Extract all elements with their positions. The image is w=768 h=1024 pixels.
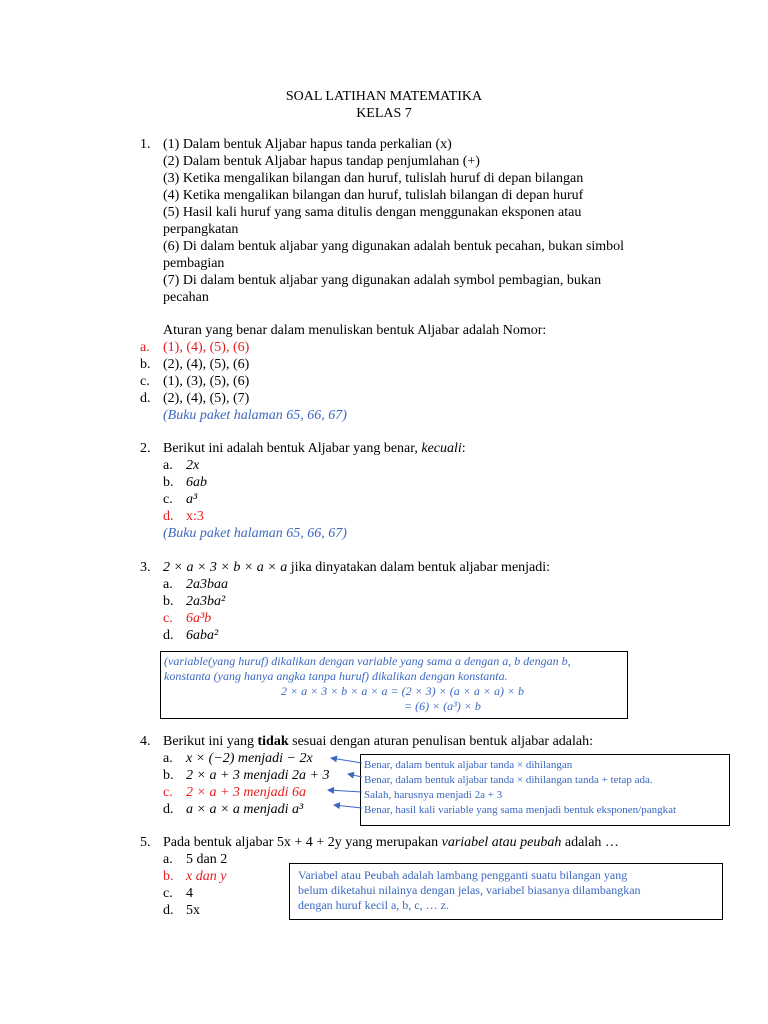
q3-question: 2 × a × 3 × b × a × a jika dinyatakan dalam bentuk aljabar menjadi: bbox=[163, 560, 551, 575]
q5-explanation-box bbox=[289, 863, 723, 920]
q4-note-c: Salah, harusnya menjadi 2a + 3 bbox=[364, 789, 503, 801]
q1-statement: pecahan bbox=[163, 290, 209, 305]
q4-option-c[interactable]: 2 × a + 3 menjadi 6a bbox=[186, 785, 306, 800]
q4-option-a-letter[interactable]: a. bbox=[163, 751, 173, 766]
q1-option-c[interactable]: (1), (3), (5), (6) bbox=[163, 374, 250, 389]
q3-note-line: konstanta (yang hanya angka tanpa huruf) dikalikan dengan konstanta. bbox=[164, 669, 508, 683]
q1-option-b[interactable]: (2), (4), (5), (6) bbox=[163, 357, 250, 372]
q1-statement: (4) Ketika mengalikan bilangan dan huruf, tulislah bilangan di depan huruf bbox=[163, 188, 584, 203]
page-title: SOAL LATIHAN MATEMATIKA bbox=[285, 89, 483, 104]
q4-number: 4. bbox=[140, 734, 151, 749]
q5-option-c[interactable]: 4 bbox=[186, 886, 193, 901]
q3-note-equation: = (6) × (a³) × b bbox=[404, 699, 481, 713]
arrow-note-b bbox=[348, 774, 362, 777]
q3-option-c-letter[interactable]: c. bbox=[163, 611, 173, 626]
q5-question: Pada bentuk aljabar 5x + 4 + 2y yang merupakan variabel atau peubah adalah … bbox=[163, 835, 619, 850]
q4-option-b-letter[interactable]: b. bbox=[163, 768, 174, 783]
q5-option-a[interactable]: 5 dan 2 bbox=[186, 852, 228, 867]
q2-option-d-letter[interactable]: d. bbox=[163, 509, 174, 524]
q5-note-line: Variabel atau Peubah adalah lambang pengganti suatu bilangan yang bbox=[298, 868, 628, 882]
q1-option-d-letter[interactable]: d. bbox=[140, 391, 151, 406]
arrow-note-c bbox=[328, 790, 362, 792]
q1-option-d[interactable]: (2), (4), (5), (7) bbox=[163, 391, 250, 406]
q2-option-b[interactable]: 6ab bbox=[186, 475, 207, 490]
q4-option-b[interactable]: 2 × a + 3 menjadi 2a + 3 bbox=[186, 768, 330, 783]
q3-option-c[interactable]: 6a³b bbox=[186, 611, 212, 626]
q1-statement: perpangkatan bbox=[163, 222, 239, 237]
q5-note-line: dengan huruf kecil a, b, c, … z. bbox=[298, 898, 449, 912]
q1-statement: (5) Hasil kali huruf yang sama ditulis dengan menggunakan eksponen atau bbox=[163, 205, 582, 220]
q3-number: 3. bbox=[140, 560, 151, 575]
q1-statement: (1) Dalam bentuk Aljabar hapus tanda perkalian (x) bbox=[163, 137, 452, 152]
q3-option-b-letter[interactable]: b. bbox=[163, 594, 174, 609]
arrow-note-d bbox=[334, 805, 362, 808]
q2-reference: (Buku paket halaman 65, 66, 67) bbox=[163, 526, 347, 541]
q1-statement: (3) Ketika mengalikan bilangan dan huruf, tulislah huruf di depan bilangan bbox=[163, 171, 584, 186]
q3-note-equation: 2 × a × 3 × b × a × a = (2 × 3) × (a × a × a) × b bbox=[281, 684, 525, 698]
q1-option-a[interactable]: (1), (4), (5), (6) bbox=[163, 340, 250, 355]
q5-option-a-letter[interactable]: a. bbox=[163, 852, 173, 867]
q1-option-c-letter[interactable]: c. bbox=[140, 374, 150, 389]
q1-number: 1. bbox=[140, 137, 151, 152]
q5-option-b-letter[interactable]: b. bbox=[163, 869, 174, 884]
q3-note-line: (variable(yang huruf) dikalikan dengan variable yang sama a dengan a, b dengan b, bbox=[164, 654, 571, 668]
q4-option-d[interactable]: a × a × a menjadi a³ bbox=[186, 802, 304, 817]
q5-note-line: belum diketahui nilainya dengan jelas, variabel biasanya dilambangkan bbox=[298, 883, 641, 897]
q2-option-c[interactable]: a³ bbox=[186, 492, 198, 507]
q4-note-a: Benar, dalam bentuk aljabar tanda × dihilangan bbox=[364, 759, 573, 771]
q2-option-a[interactable]: 2x bbox=[186, 458, 200, 473]
q1-statement: (6) Di dalam bentuk aljabar yang digunakan adalah bentuk pecahan, bukan simbol bbox=[163, 239, 625, 254]
q1-question: Aturan yang benar dalam menuliskan bentuk Aljabar adalah Nomor: bbox=[163, 323, 547, 338]
q2-option-c-letter[interactable]: c. bbox=[163, 492, 173, 507]
q3-option-d[interactable]: 6aba² bbox=[186, 628, 219, 643]
q1-statement: (7) Di dalam bentuk aljabar yang digunakan adalah symbol pembagian, bukan bbox=[163, 273, 602, 288]
arrow-note-a bbox=[331, 758, 362, 763]
q4-option-c-letter[interactable]: c. bbox=[163, 785, 173, 800]
q5-option-c-letter[interactable]: c. bbox=[163, 886, 173, 901]
q4-option-d-letter[interactable]: d. bbox=[163, 802, 174, 817]
q2-option-d[interactable]: x:3 bbox=[186, 509, 204, 524]
q2-option-b-letter[interactable]: b. bbox=[163, 475, 174, 490]
q2-number: 2. bbox=[140, 441, 151, 456]
q2-option-a-letter[interactable]: a. bbox=[163, 458, 173, 473]
q5-option-d-letter[interactable]: d. bbox=[163, 903, 174, 918]
q3-option-a[interactable]: 2a3baa bbox=[186, 577, 228, 592]
q1-statement: pembagian bbox=[163, 256, 225, 271]
q3-option-d-letter[interactable]: d. bbox=[163, 628, 174, 643]
q2-question: Berikut ini adalah bentuk Aljabar yang benar, kecuali: bbox=[163, 441, 466, 456]
q3-option-b[interactable]: 2a3ba² bbox=[186, 594, 226, 609]
q1-option-a-letter[interactable]: a. bbox=[140, 340, 150, 355]
q5-option-b[interactable]: x dan y bbox=[186, 869, 227, 884]
q5-number: 5. bbox=[140, 835, 151, 850]
q3-option-a-letter[interactable]: a. bbox=[163, 577, 173, 592]
q1-statement: (2) Dalam bentuk Aljabar hapus tandap penjumlahan (+) bbox=[163, 154, 480, 169]
q5-option-d[interactable]: 5x bbox=[186, 903, 200, 918]
q4-option-a[interactable]: x × (−2) menjadi − 2x bbox=[186, 751, 313, 766]
q4-note-b: Benar, dalam bentuk aljabar tanda × dihilangan tanda + tetap ada. bbox=[364, 774, 653, 786]
q4-note-d: Benar, hasil kali variable yang sama menjadi bentuk eksponen/pangkat bbox=[364, 804, 677, 816]
q1-reference: (Buku paket halaman 65, 66, 67) bbox=[163, 408, 347, 423]
page-subtitle: KELAS 7 bbox=[356, 106, 412, 121]
q1-option-b-letter[interactable]: b. bbox=[140, 357, 151, 372]
q4-question: Berikut ini yang tidak sesuai dengan aturan penulisan bentuk aljabar adalah: bbox=[163, 734, 594, 749]
